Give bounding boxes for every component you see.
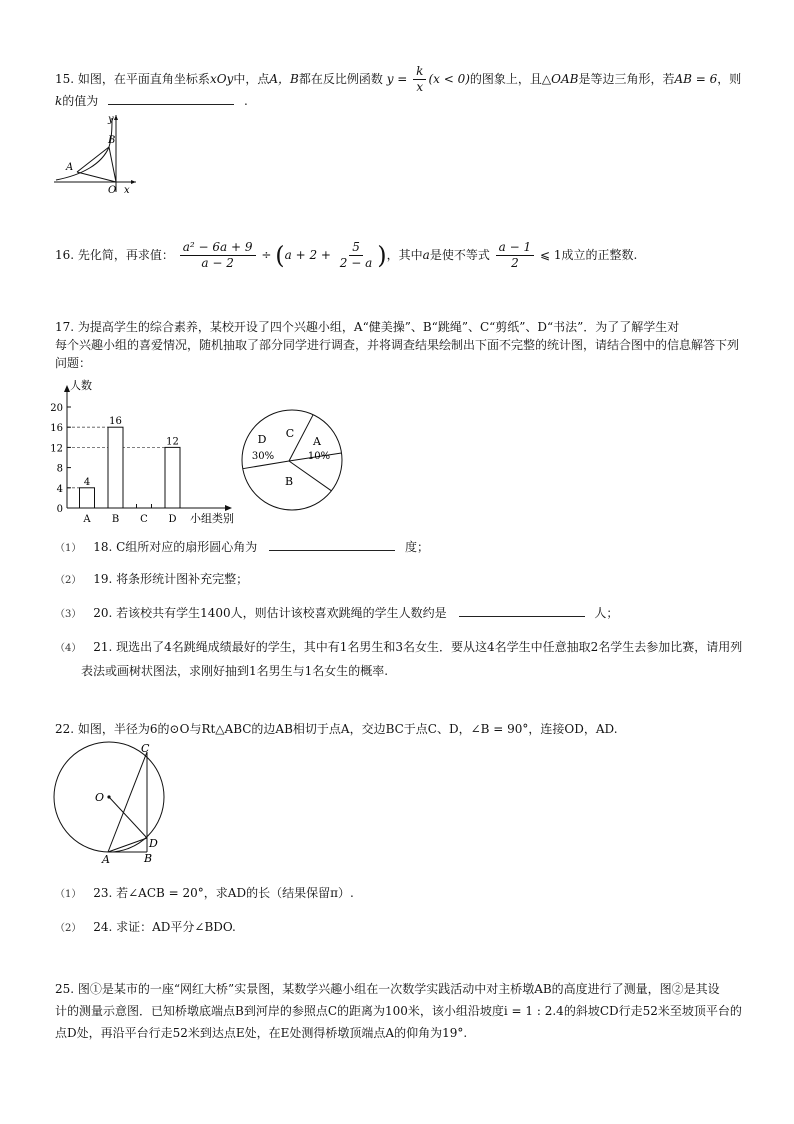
pie-label-A: A: [313, 435, 321, 448]
q25-number: 25.: [55, 982, 75, 996]
bar-value-label: 16: [109, 416, 122, 428]
bar-value-label: 4: [83, 476, 91, 488]
q15-line2: k的值为 .: [55, 94, 248, 108]
q15-fig-O: O: [108, 185, 117, 194]
pie-label-B: B: [284, 475, 294, 488]
q16-fraction-1: $\frac{\text{a² − 6a + 9}}{a - 2}$: [180, 240, 256, 271]
bar-y-tick-label: 0: [56, 504, 63, 515]
q22-fig-D: D: [149, 837, 158, 850]
pie-label-D: D: [257, 433, 267, 446]
bar-y-tick-label: 4: [56, 483, 63, 495]
q17-sub-1: （1） 18. C组所对应的扇形圆心角为 度；: [55, 540, 429, 554]
bar-category-label: A: [83, 514, 91, 525]
q15-number: 15.: [55, 72, 75, 86]
q17-sub-3: （3） 20. 若该校共有学生1400人，则估计该校喜欢跳绳的学生人数约是 人；: [55, 606, 619, 620]
q22-fig-C: C: [141, 742, 150, 755]
q17-sub-4: （4） 21. 现选出了4名跳绳成绩最好的学生，其中有1名男生和3名女生．要从这4名学生中任意抽取2名学生去参加比赛，请用列 表法或画树状图法，求刚好抽到1名男生与1名女生的概率.: [55, 640, 743, 678]
q22-number: 22.: [55, 722, 75, 736]
q15-answer-blank[interactable]: [108, 104, 234, 105]
q22-sub-2: （2） 24. 求证：AD平分∠BDO.: [55, 920, 236, 934]
q16-line: 16. 先化简，再求值： $\frac{\text{a² − 6a + 9}}{a - 2}$ ÷ (a + 2 + $\frac{5}{2 - a}$ )，其中a是使不等式 $\frac{a - 1}{2}$ ⩽ 1成立的正整数.: [55, 240, 638, 270]
q15-fig-x: x: [124, 185, 130, 194]
pie-chart: [237, 405, 347, 515]
q15-fraction: $\frac{k}{x}$: [413, 64, 426, 95]
q22-fig-A: A: [102, 853, 110, 865]
q22-fig-O: O: [95, 791, 105, 804]
bar-A: [80, 488, 95, 508]
bar-D: [165, 447, 180, 508]
bar-x-arrow: [225, 505, 232, 511]
bar-y-tick-label: 12: [50, 443, 63, 455]
bar-value-label: 12: [166, 436, 179, 448]
q15-fig-A: A: [66, 162, 74, 173]
q22-sub-1: （1） 23. 若∠ACB = 20°，求AD的长（结果保留π）.: [55, 886, 354, 900]
bar-ylabel: 人数: [70, 379, 92, 392]
q17-sub-2: （2） 19. 将条形统计图补充完整；: [55, 572, 249, 586]
bar-chart: [40, 375, 245, 527]
bar-B: [108, 427, 123, 508]
q17-number: 17.: [55, 320, 75, 334]
q17-text: 17. 为提高学生的综合素养，某校开设了四个兴趣小组，A“健美操”、B“跳绳”、C“剪纸”、D“书法”．为了了解学生对 每个兴趣小组的喜爱情况，随机抽取了部分同学进行调查，并将调查结果绘制出下面不完整的统计图，请结合图中的信息解答下列 问题：: [55, 320, 740, 370]
q16-number: 16.: [55, 248, 75, 262]
q25-text: 25. 图①是某市的一座“网红大桥”实景图，某数学兴趣小组在一次数学实践活动中对主桥墩AB的高度进行了测量，图②是其设 计的测量示意图．已知桥墩底端点B到河岸的参照点C的距离为100米，该小组沿坡度i = 1 : 2.4的斜坡CD行走52米至坡顶平台的 点D处，再沿平台行走52米到达点E处，在E处测得桥墩顶端点A的仰角为19°.: [55, 982, 742, 1040]
bar-y-tick-label: 20: [50, 403, 63, 414]
pie-percent-A: 10%: [307, 451, 331, 462]
pie-percent-D: 30%: [251, 451, 275, 462]
bar-category-label: B: [111, 514, 120, 525]
bar-y-tick-label: 16: [50, 423, 63, 435]
q15-figure: [52, 112, 142, 194]
q20-answer-blank[interactable]: [459, 616, 585, 617]
bar-category-label: D: [168, 514, 177, 525]
pie-label-C: C: [285, 427, 295, 440]
q16-fraction-3: $\frac{a - 1}{2}$: [496, 240, 534, 271]
q15-fig-B: B: [108, 135, 116, 146]
q16-fraction-2: $\frac{5}{2 - a}$: [339, 240, 373, 270]
q22-text: 22. 如图，半径为6的⊙O与Rt△ABC的边AB相切于点A，交边BC于点C、D，∠B = 90°，连接OD，AD.: [55, 722, 618, 736]
bar-y-tick-label: 8: [56, 463, 63, 475]
q22-fig-B: B: [144, 852, 153, 865]
bar-category-label: C: [140, 514, 148, 525]
q15-fig-y: y: [108, 114, 114, 125]
bar-xlabel: 小组类别: [190, 512, 234, 525]
q18-answer-blank[interactable]: [269, 550, 395, 551]
q15-line1: 15. 如图，在平面直角坐标系xOy中，点A，B都在反比例函数 y = $\frac{k}{x}$ (x < 0)的图象上，且△OAB是等边三角形，若AB = 6，则: [55, 64, 742, 94]
q22-figure: [50, 740, 180, 865]
